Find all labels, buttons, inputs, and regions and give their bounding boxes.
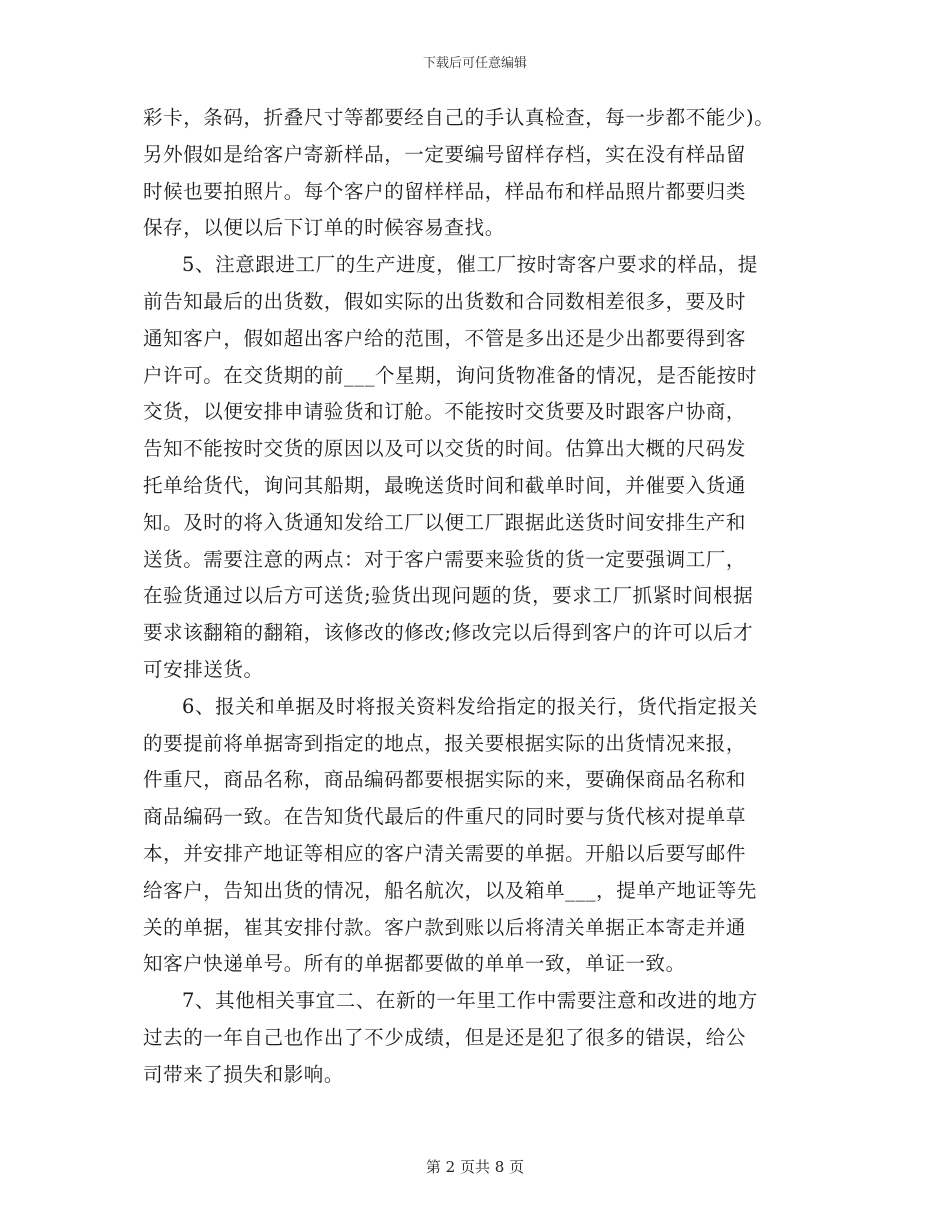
text-line: 的要提前将单据寄到指定的地点，报关要根据实际的出货情况来报， [143, 731, 747, 755]
text-line: 过去的一年自己也作出了不少成绩，但是还是犯了很多的错误，给公 [143, 1025, 747, 1049]
text-line: 知。及时的将入货通知发给工厂以便工厂跟据此送货时间安排生产和 [143, 510, 747, 534]
text-line: 商品编码一致。在告知货代最后的件重尺的同时要与货代核对提单草 [143, 805, 747, 829]
page-header: 下载后可任意编辑 [422, 56, 527, 71]
text-line: 6、报关和单据及时将报关资料发给指定的报关行，货代指定报关 [182, 694, 758, 718]
text-line: 通知客户，假如超出客户给的范围，不管是多出还是少出都要得到客 [143, 326, 747, 350]
text-line: 交货，以便安排申请验货和订舱。不能按时交货要及时跟客户协商， [143, 400, 747, 424]
text-line: 前告知最后的出货数，假如实际的出货数和合同数相差很多，要及时 [143, 289, 747, 313]
text-line: 告知不能按时交货的原因以及可以交货的时间。估算出大概的尺码发 [143, 437, 747, 461]
text-line: 户许可。在交货期的前___个星期，询问货物准备的情况，是否能按时 [143, 363, 757, 387]
text-line: 送货。需要注意的两点：对于客户需要来验货的货一定要强调工厂， [143, 547, 747, 571]
text-line: 可安排送货。 [143, 657, 264, 681]
text-line: 时候也要拍照片。每个客户的留样样品，样品布和样品照片都要归类 [143, 179, 747, 203]
text-line: 件重尺，商品名称，商品编码都要根据实际的来，要确保商品名称和 [143, 768, 747, 792]
text-line: 要求该翻箱的翻箱，该修改的修改;修改完以后得到客户的许可以后才 [143, 621, 754, 645]
text-line: 7、其他相关事宜二、在新的一年里工作中需要注意和改进的地方 [182, 989, 758, 1013]
text-line: 在验货通过以后方可送货;验货出现问题的货，要求工厂抓紧时间根据 [143, 584, 754, 608]
text-line: 另外假如是给客户寄新样品，一定要编号留样存档，实在没有样品留 [143, 142, 747, 166]
text-line: 司带来了损失和影响。 [143, 1062, 345, 1086]
text-line: 托单给货代，询问其船期，最晚送货时间和截单时间，并催要入货通 [143, 473, 747, 497]
text-line: 保存，以便以后下订单的时候容易查找。 [143, 216, 505, 240]
text-line: 知客户快递单号。所有的单据都要做的单单一致，单证一致。 [143, 952, 686, 976]
page-footer: 第 2 页共 8 页 [425, 1158, 525, 1176]
text-line: 给客户，告知出货的情况，船名航次，以及箱单___，提单产地证等先 [143, 878, 757, 902]
text-line: 彩卡，条码，折叠尺寸等都要经自己的手认真检查，每一步都不能少)。 [143, 106, 775, 129]
text-line: 5、注意跟进工厂的生产进度，催工厂按时寄客户要求的样品，提 [182, 253, 758, 277]
text-line: 本，并安排产地证等相应的客户清关需要的单据。开船以后要写邮件 [143, 841, 747, 865]
document-body [143, 100, 811, 1094]
text-line: 关的单据，崔其安排付款。客户款到账以后将清关单据正本寄走并通 [143, 915, 747, 939]
